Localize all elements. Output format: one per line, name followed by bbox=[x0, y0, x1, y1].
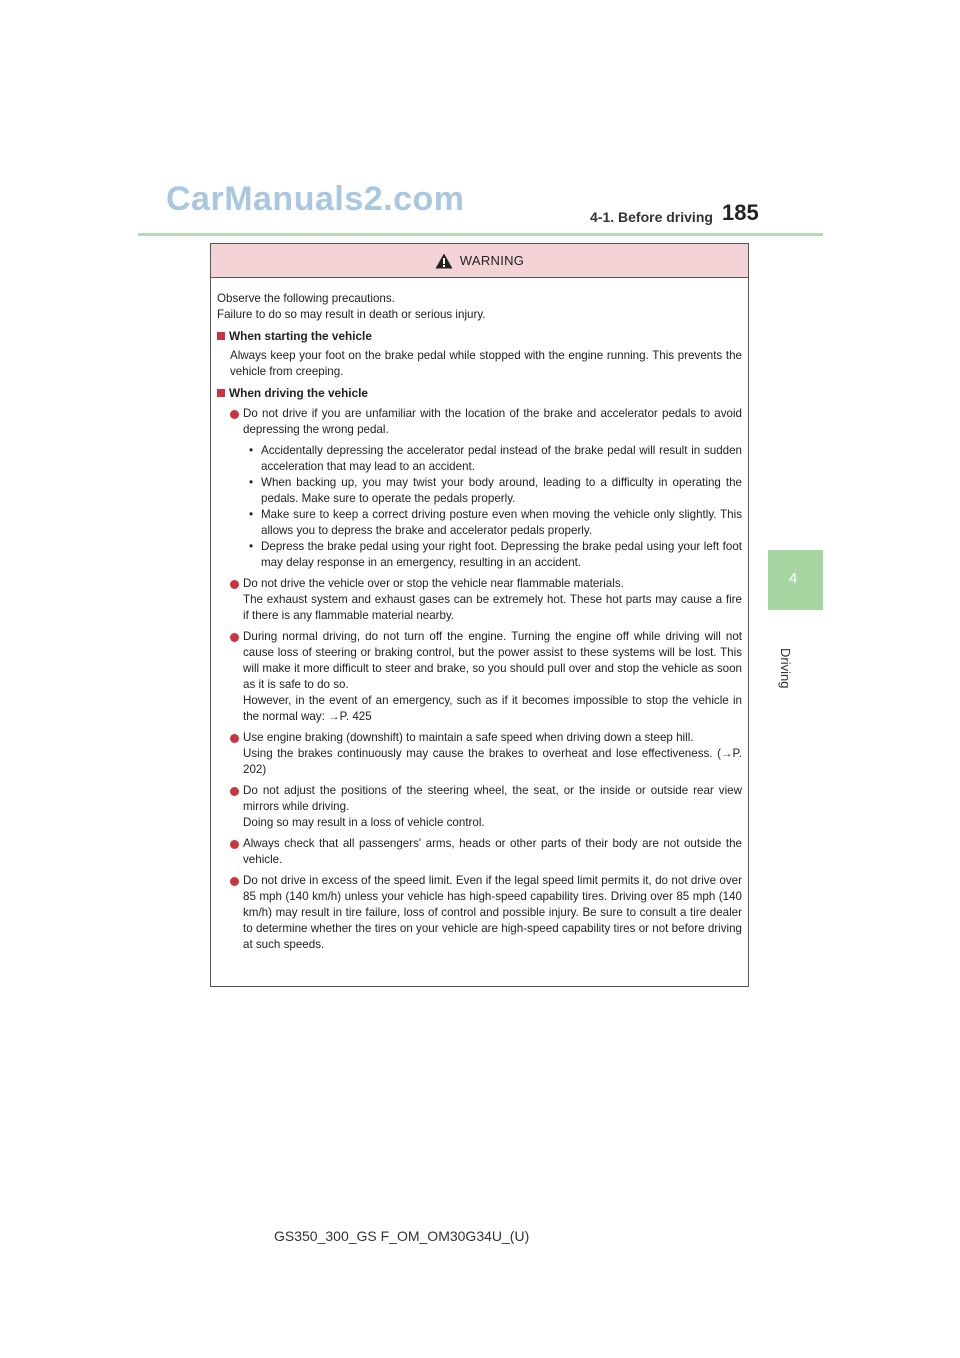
manual-code: GS350_300_GS F_OM_OM30G34U_(U) bbox=[274, 1228, 530, 1244]
bullet-text: Using the brakes continuously may cause the brakes to overheat and lose effectiveness. (→P. 202) bbox=[243, 747, 742, 776]
round-bullet-icon bbox=[230, 840, 239, 849]
bullet-text: During normal driving, do not turn off the engine. Turning the engine off while driving will not cause loss of steering or braking control, but the power assist to these systems will be lost. This will make it more difficult to steer and brake, so you should pull over and stop the vehicle as soon as it is safe to do so. bbox=[243, 630, 742, 691]
round-bullet-icon bbox=[230, 787, 239, 796]
subheading-starting bbox=[217, 328, 742, 344]
bullet-text: Do not drive the vehicle over or stop the vehicle near flammable materials. bbox=[243, 577, 624, 590]
round-bullet-icon bbox=[230, 734, 239, 743]
bullet-text: Doing so may result in a loss of vehicle control. bbox=[243, 816, 485, 829]
bullet-text: The exhaust system and exhaust gases can be extremely hot. These hot parts may cause a fire if there is any flammable material nearby. bbox=[243, 593, 742, 622]
sub-list-item: • When backing up, you may twist your body around, leading to a difficulty in operating the pedals. Make sure to operate the pedals properly. bbox=[249, 476, 742, 505]
bullet-text: Do not drive if you are unfamiliar with the location of the brake and accelerator pedals to avoid depressing the wrong pedal. bbox=[243, 407, 742, 436]
square-bullet-icon bbox=[217, 332, 225, 340]
chapter-tab-number: 4 bbox=[789, 570, 798, 587]
bullet-text: However, in the event of an emergency, such as if it becomes impossible to stop the vehicle in the normal way: →P. 425 bbox=[243, 694, 742, 723]
bullet-engine-off bbox=[217, 629, 742, 725]
sub-list-item: • Accidentally depressing the accelerator pedal instead of the brake pedal will result in sudden acceleration that may lead to an accident. bbox=[249, 444, 742, 473]
bullet-pedals bbox=[217, 406, 742, 571]
page-number: 185 bbox=[722, 200, 759, 225]
bullet-text: Do not drive in excess of the speed limit. Even if the legal speed limit permits it, do not drive over 85 mph (140 km/h) unless your vehicle has high-speed capability tires. Driving over 85 mph (140 km/h) may result in tire failure, loss of control and possible injury. Be sure to consult a tire dealer to determine whether the tires on your vehicle are high-speed capability tires or not before driving at such speeds. bbox=[243, 874, 742, 951]
watermark-logo: CarManuals2.com bbox=[166, 180, 465, 218]
bullet-flammable bbox=[217, 576, 742, 624]
round-bullet-icon bbox=[230, 633, 239, 642]
header-rule bbox=[138, 233, 823, 236]
bullet-passengers bbox=[217, 836, 742, 868]
intro-line: Observe the following precautions. bbox=[217, 292, 395, 305]
chapter-tab-label: Driving bbox=[778, 648, 793, 689]
warning-triangle-icon bbox=[435, 253, 453, 269]
sub-list bbox=[243, 443, 742, 571]
bullet-speed-limit bbox=[217, 873, 742, 953]
sub-list-item: • Make sure to keep a correct driving posture even when moving the vehicle only slightly. This allows you to depress the brake and accelerator pedals properly. bbox=[249, 508, 742, 537]
subheading-driving bbox=[217, 385, 742, 401]
bullet-engine-braking bbox=[217, 730, 742, 778]
sub-list-text: When backing up, you may twist your body around, leading to a difficulty in operating the pedals. Make sure to operate the pedals properly. bbox=[261, 476, 742, 505]
sub-list-text: Make sure to keep a correct driving posture even when moving the vehicle only slightly. This allows you to depress the brake and accelerator pedals properly. bbox=[261, 508, 742, 537]
round-bullet-icon bbox=[230, 877, 239, 886]
bullet-text: Always check that all passengers' arms, heads or other parts of their body are not outside the vehicle. bbox=[243, 837, 742, 866]
sub-list-item: • Depress the brake pedal using your right foot. Depressing the brake pedal using your left foot may delay response in an emergency, resulting in an accident. bbox=[249, 540, 742, 569]
subheading-text: When starting the vehicle bbox=[229, 329, 372, 343]
warning-title: WARNING bbox=[459, 253, 525, 268]
subheading-text: When driving the vehicle bbox=[229, 386, 368, 400]
warning-intro bbox=[217, 291, 742, 323]
warning-body bbox=[211, 278, 748, 953]
sub-list-text: Depress the brake pedal using your right foot. Depressing the brake pedal using your left foot may delay response in an emergency, resulting in an accident. bbox=[261, 540, 742, 569]
round-bullet-icon bbox=[230, 580, 239, 589]
bullet-adjust bbox=[217, 783, 742, 831]
warning-header bbox=[211, 244, 748, 278]
bullet-text: Use engine braking (downshift) to maintain a safe speed when driving down a steep hill. bbox=[243, 731, 694, 744]
section-title: 4-1. Before driving bbox=[590, 209, 713, 225]
warning-box bbox=[210, 243, 749, 987]
starting-paragraph: Always keep your foot on the brake pedal while stopped with the engine running. This prevents the vehicle from creeping. bbox=[230, 349, 742, 378]
round-bullet-icon bbox=[230, 410, 239, 419]
sub-list-text: Accidentally depressing the accelerator pedal instead of the brake pedal will result in sudden acceleration that may lead to an accident. bbox=[261, 444, 742, 473]
intro-line: Failure to do so may result in death or serious injury. bbox=[217, 308, 486, 321]
square-bullet-icon bbox=[217, 389, 225, 397]
bullet-text: Do not adjust the positions of the steering wheel, the seat, or the inside or outside rear view mirrors while driving. bbox=[243, 784, 742, 813]
